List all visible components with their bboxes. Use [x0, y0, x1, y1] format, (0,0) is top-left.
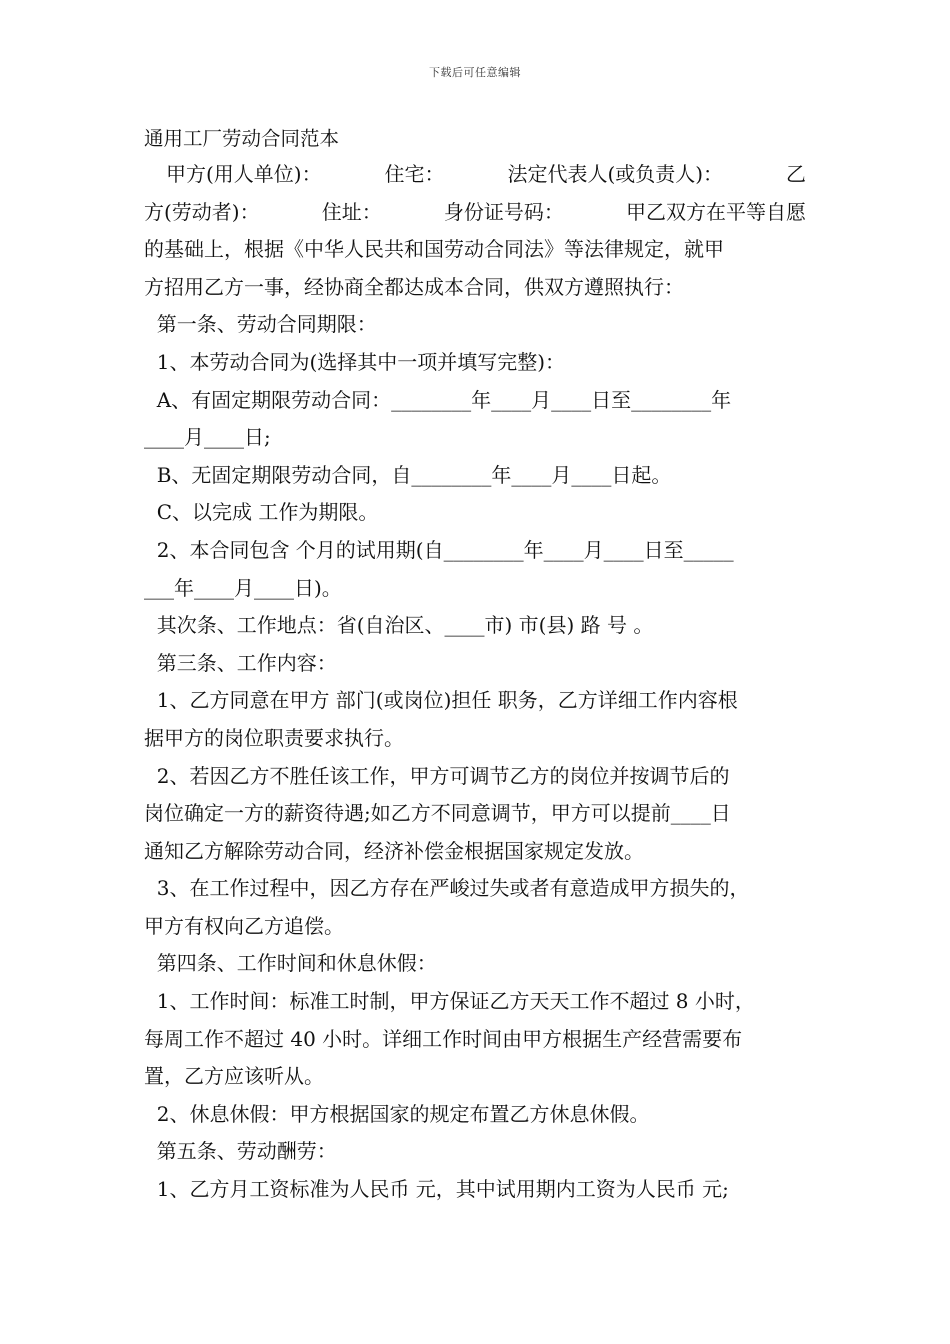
party-a-label: 甲方(用人单位)：: [166, 162, 322, 186]
page-header: 下载后可任意编辑: [429, 66, 521, 79]
text-line: 1、乙方同意在甲方 部门(或岗位)担任 职务，乙方详细工作内容根: [144, 688, 738, 713]
address-label: 住址：: [321, 199, 382, 224]
text-line: 岗位确定一方的薪资待遇;如乙方不同意调节，甲方可以提前____日: [144, 801, 731, 826]
text-line: 每周工作不超过 40 小时。详细工作时间由甲方根据生产经营需要布: [144, 1026, 743, 1051]
party-line-1: [144, 156, 806, 194]
text-line: 据甲方的岗位职责要求执行。: [144, 725, 404, 750]
document-lines: [144, 231, 806, 1208]
text-line: 甲方有权向乙方追偿。: [144, 913, 344, 938]
text-line: B、无固定期限劳动合同，自________年____月____日起。: [144, 462, 672, 487]
legal-rep-label: 法定代表人(或负责人)：: [507, 162, 724, 186]
party-line-2: [144, 194, 806, 232]
text-line: 通知乙方解除劳动合同，经济补偿金根据国家规定发放。: [144, 838, 644, 863]
section-heading: 第一条、劳动合同期限：: [144, 312, 377, 337]
party-b-label-start: 乙: [785, 162, 806, 186]
text-line: 1、本劳动合同为(选择其中一项并填写完整)：: [144, 349, 566, 374]
text-line: 1、工作时间：标准工时制，甲方保证乙方天天工作不超过 8 小时，: [144, 989, 755, 1014]
section-heading: 第四条、工作时间和休息休假：: [144, 951, 437, 976]
text-line: 置，乙方应该听从。: [144, 1064, 324, 1089]
text-line: ____月____日;: [144, 425, 271, 450]
text-line: 2、若因乙方不胜任该工作，甲方可调节乙方的岗位并按调节后的: [144, 763, 730, 788]
text-line: 的基础上，根据《中华人民共和国劳动合同法》等法律规定，就甲: [144, 237, 724, 262]
id-number-label: 身份证号码：: [443, 199, 564, 224]
text-line: 2、休息休假：甲方根据国家的规定布置乙方休息休假。: [144, 1101, 650, 1126]
agreement-text-start: 甲乙双方在平等自愿: [625, 199, 806, 224]
section-heading: 第五条、劳动酬劳：: [144, 1139, 337, 1164]
residence-label: 住宅：: [384, 162, 445, 186]
section-heading: 其次条、工作地点：省(自治区、____市) 市(县) 路 号 。: [144, 613, 654, 638]
text-line: ___年____月____日)。: [144, 575, 342, 600]
text-line: C、以完成 工作为期限。: [144, 500, 379, 525]
text-line: 3、在工作过程中，因乙方存在严峻过失或者有意造成甲方损失的，: [144, 876, 750, 901]
document-title: 通用工厂劳动合同范本: [144, 127, 340, 150]
party-b-label-end: 方(劳动者)：: [144, 199, 260, 224]
text-line: 1、乙方月工资标准为人民币 元，其中试用期内工资为人民币 元;: [144, 1177, 729, 1202]
section-heading: 第三条、工作内容：: [144, 650, 337, 675]
text-line: A、有固定期限劳动合同：________年____月____日至________年: [144, 387, 732, 412]
text-line: 2、本合同包含 个月的试用期(自________年____月____日至_____: [144, 537, 734, 562]
document-body: [144, 124, 806, 1209]
text-line: 方招用乙方一事，经协商全都达成本合同，供双方遵照执行：: [144, 274, 684, 299]
